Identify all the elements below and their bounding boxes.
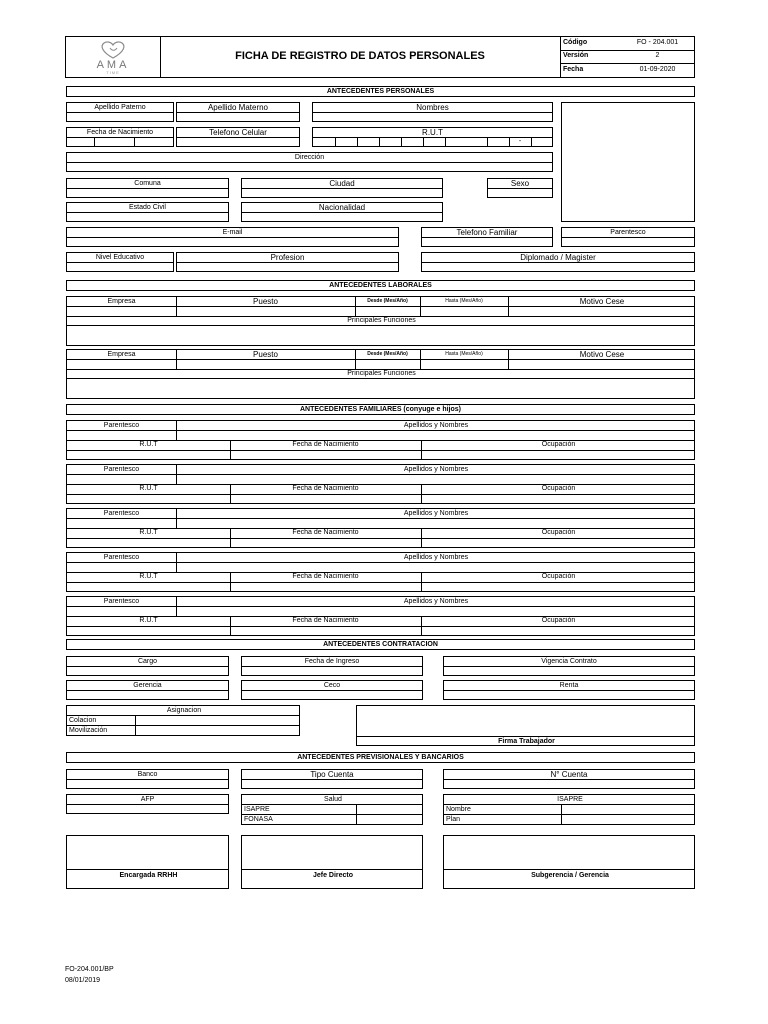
- section-familiares: ANTECEDENTES FAMILIARES (conyuge e hijos): [66, 404, 695, 415]
- divider: [356, 804, 357, 824]
- page-title: FICHA DE REGISTRO DE DATOS PERSONALES: [235, 50, 485, 62]
- ciudad-field[interactable]: [241, 178, 443, 198]
- renta-field[interactable]: [443, 680, 695, 700]
- apellido-materno-field[interactable]: [176, 102, 300, 122]
- fecha-nacimiento-label: Fecha de Nacimiento: [292, 441, 359, 448]
- nacionalidad-field[interactable]: [241, 202, 443, 222]
- firma-gerencia-label: Subgerencia / Gerencia: [531, 872, 609, 879]
- company-logo: [88, 39, 138, 75]
- nivel-educativo-label: Nivel Educativo: [67, 253, 173, 263]
- rut-label: R.U.T: [139, 573, 158, 580]
- estado-civil-label: Estado Civil: [67, 203, 228, 213]
- n-cuenta-field[interactable]: [443, 769, 695, 789]
- asignacion-label: Asignacion: [166, 707, 202, 714]
- ocupacion-label: Ocupación: [541, 441, 576, 448]
- movilizacion-label: Movilización: [69, 727, 108, 734]
- section-personales: ANTECEDENTES PERSONALES: [66, 86, 695, 97]
- firma-jefe-label: Jefe Directo: [312, 872, 354, 879]
- puesto-label: Puesto: [253, 350, 278, 359]
- parentesco-label: Parentesco: [103, 466, 140, 473]
- fecha-nacimiento-label: Fecha de Nacimiento: [292, 529, 359, 536]
- telefono-celular-label: Telefono Celular: [177, 128, 299, 138]
- divider: [423, 138, 424, 146]
- familiar-block[interactable]: [66, 508, 695, 548]
- empresa-label: Empresa: [107, 298, 136, 305]
- section-laborales: ANTECEDENTES LABORALES: [66, 280, 695, 291]
- fecha-nacimiento-label: Fecha de Nacimiento: [67, 128, 173, 138]
- desde-label: Desde (Mes/Año): [367, 298, 408, 304]
- parentesco-label: Parentesco: [103, 554, 140, 561]
- apellidos-nombres-label: Apellidos y Nombres: [403, 466, 469, 473]
- divider: [242, 869, 422, 870]
- motivo-label: Motivo Cese: [579, 350, 625, 359]
- sexo-field[interactable]: [487, 178, 553, 198]
- puesto-label: Puesto: [253, 297, 278, 306]
- section-previsionales: ANTECEDENTES PREVISIONALES Y BANCARIOS: [66, 752, 695, 763]
- divider: [67, 626, 694, 627]
- meta-value-codigo: FO - 204.001: [636, 39, 679, 46]
- cargo-field[interactable]: [66, 656, 229, 676]
- apellidos-nombres-label: Apellidos y Nombres: [403, 422, 469, 429]
- apellido-paterno-label: Apellido Paterno: [67, 103, 173, 113]
- divider: [67, 359, 694, 360]
- direccion-label: Dirección: [67, 153, 552, 163]
- asignacion-table[interactable]: [66, 705, 300, 736]
- rut-label: R.U.T: [139, 529, 158, 536]
- divider: [67, 325, 694, 326]
- heart-logo-icon: [88, 39, 138, 61]
- divider: [67, 538, 694, 539]
- meta-value-fecha: 01-09-2020: [639, 66, 676, 73]
- fecha-nacimiento-label: Fecha de Nacimiento: [292, 573, 359, 580]
- meta-divider: [560, 36, 561, 78]
- comuna-field[interactable]: [66, 178, 229, 198]
- laboral-block-2[interactable]: [66, 349, 695, 399]
- divider: [67, 450, 694, 451]
- divider: [67, 306, 694, 307]
- afp-field[interactable]: [66, 794, 229, 814]
- divider: [67, 869, 228, 870]
- divider: [67, 430, 694, 431]
- ceco-field[interactable]: [241, 680, 423, 700]
- email-label: E-mail: [67, 228, 398, 238]
- ceco-label: Ceco: [242, 681, 422, 691]
- fecha-ingreso-field[interactable]: [241, 656, 423, 676]
- ocupacion-label: Ocupación: [541, 529, 576, 536]
- rut-label: R.U.T: [139, 441, 158, 448]
- divider: [67, 378, 694, 379]
- isapre-table[interactable]: [443, 794, 695, 825]
- ocupacion-label: Ocupación: [541, 573, 576, 580]
- familiar-block[interactable]: [66, 552, 695, 592]
- meta-label-version: Versión: [563, 52, 589, 59]
- colacion-label: Colacion: [69, 717, 97, 724]
- meta-row-line-2: [560, 63, 695, 64]
- salud-table[interactable]: [241, 794, 423, 825]
- n-cuenta-label: N° Cuenta: [444, 770, 694, 780]
- footer-code: FO-204.001/BP: [65, 966, 114, 973]
- hasta-label: Hasta (Mes/Año): [445, 351, 483, 357]
- telefono-familiar-field[interactable]: [421, 227, 553, 247]
- banco-label: Banco: [67, 770, 228, 780]
- telefono-familiar-label: Telefono Familiar: [422, 228, 552, 238]
- salud-label: Salud: [324, 796, 342, 803]
- divider: [487, 138, 488, 146]
- cargo-label: Cargo: [67, 657, 228, 667]
- tipo-cuenta-label: Tipo Cuenta: [242, 770, 422, 780]
- ciudad-label: Ciudad: [242, 179, 442, 189]
- logo-subtext: TIME: [106, 70, 120, 75]
- rut-dash: -: [518, 138, 522, 145]
- divider: [134, 138, 135, 146]
- firma-trabajador-label: Firma Trabajador: [498, 738, 555, 745]
- apellidos-nombres-label: Apellidos y Nombres: [403, 598, 469, 605]
- funciones-label: Principales Funciones: [347, 317, 416, 324]
- profesion-field[interactable]: [176, 252, 399, 272]
- divider: [357, 138, 358, 146]
- familiar-block[interactable]: [66, 420, 695, 460]
- diplomado-field[interactable]: [421, 252, 695, 272]
- meta-label-fecha: Fecha: [563, 66, 584, 73]
- parentesco-label: Parentesco: [103, 422, 140, 429]
- diplomado-label: Diplomado / Magister: [422, 253, 694, 263]
- meta-label-codigo: Código: [563, 39, 588, 46]
- photo-box[interactable]: [561, 102, 695, 222]
- apellido-paterno-field[interactable]: [66, 102, 174, 122]
- fecha-nacimiento-label: Fecha de Nacimiento: [292, 485, 359, 492]
- section-contratacion: ANTECEDENTES CONTRATACION: [66, 639, 695, 650]
- apellidos-nombres-label: Apellidos y Nombres: [403, 510, 469, 517]
- fecha-nacimiento-label: Fecha de Nacimiento: [292, 617, 359, 624]
- divider: [135, 715, 136, 735]
- fonasa-option: FONASA: [244, 816, 273, 823]
- gerencia-field[interactable]: [66, 680, 229, 700]
- vigencia-label: Vigencia Contrato: [444, 657, 694, 667]
- firma-rrhh-box[interactable]: [66, 835, 229, 889]
- tipo-cuenta-field[interactable]: [241, 769, 423, 789]
- divider: [335, 138, 336, 146]
- isapre-option: ISAPRE: [244, 806, 270, 813]
- banco-field[interactable]: [66, 769, 229, 789]
- desde-label: Desde (Mes/Año): [367, 351, 408, 357]
- divider: [67, 606, 694, 607]
- divider: [445, 138, 446, 146]
- meta-value-version: 2: [655, 52, 660, 59]
- fecha-nacimiento-field[interactable]: [66, 127, 174, 147]
- logo-text: AMA: [96, 59, 130, 71]
- apellidos-nombres-label: Apellidos y Nombres: [403, 554, 469, 561]
- profesion-label: Profesion: [177, 253, 398, 263]
- parentesco-label: Parentesco: [103, 510, 140, 517]
- afp-label: AFP: [67, 795, 228, 805]
- nivel-educativo-field[interactable]: [66, 252, 174, 272]
- divider: [67, 582, 694, 583]
- divider: [67, 494, 694, 495]
- divider: [94, 138, 95, 146]
- parentesco-label: Parentesco: [103, 598, 140, 605]
- plan-label: Plan: [446, 816, 461, 823]
- divider: [531, 138, 532, 146]
- divider: [401, 138, 402, 146]
- laboral-block-1[interactable]: [66, 296, 695, 346]
- rut-label: R.U.T: [139, 485, 158, 492]
- comuna-label: Comuna: [67, 179, 228, 189]
- gerencia-label: Gerencia: [67, 681, 228, 691]
- rut-label: R.U.T: [139, 617, 158, 624]
- firma-gerencia-box[interactable]: [443, 835, 695, 889]
- funciones-label: Principales Funciones: [347, 370, 416, 377]
- direccion-field[interactable]: [66, 152, 553, 172]
- firma-rrhh-label: Encargada RRHH: [119, 872, 178, 879]
- empresa-label: Empresa: [107, 351, 136, 358]
- renta-label: Renta: [444, 681, 694, 691]
- divider: [67, 474, 694, 475]
- rut-field[interactable]: [312, 127, 553, 147]
- divider: [561, 804, 562, 824]
- firma-jefe-box[interactable]: [241, 835, 423, 889]
- vigencia-field[interactable]: [443, 656, 695, 676]
- isapre-header: ISAPRE: [557, 796, 583, 803]
- firma-trabajador-box[interactable]: [356, 705, 695, 746]
- familiar-block[interactable]: [66, 464, 695, 504]
- rut-label: R.U.T: [313, 128, 552, 138]
- motivo-label: Motivo Cese: [579, 297, 625, 306]
- telefono-celular-field[interactable]: [176, 127, 300, 147]
- nombre-label: Nombre: [446, 806, 471, 813]
- familiar-block[interactable]: [66, 596, 695, 636]
- nombres-field[interactable]: [312, 102, 553, 122]
- apellido-materno-label: Apellido Materno: [177, 103, 299, 113]
- nombres-label: Nombres: [313, 103, 552, 113]
- divider: [67, 562, 694, 563]
- sexo-label: Sexo: [488, 179, 552, 189]
- ocupacion-label: Ocupación: [541, 617, 576, 624]
- parentesco-field[interactable]: [561, 227, 695, 247]
- hasta-label: Hasta (Mes/Año): [445, 298, 483, 304]
- fecha-ingreso-label: Fecha de Ingreso: [242, 657, 422, 667]
- nacionalidad-label: Nacionalidad: [242, 203, 442, 213]
- ocupacion-label: Ocupación: [541, 485, 576, 492]
- divider: [67, 518, 694, 519]
- estado-civil-field[interactable]: [66, 202, 229, 222]
- divider: [444, 869, 694, 870]
- email-field[interactable]: [66, 227, 399, 247]
- footer-date: 08/01/2019: [65, 977, 101, 984]
- parentesco-label: Parentesco: [562, 228, 694, 238]
- divider: [379, 138, 380, 146]
- meta-row-line-1: [560, 50, 695, 51]
